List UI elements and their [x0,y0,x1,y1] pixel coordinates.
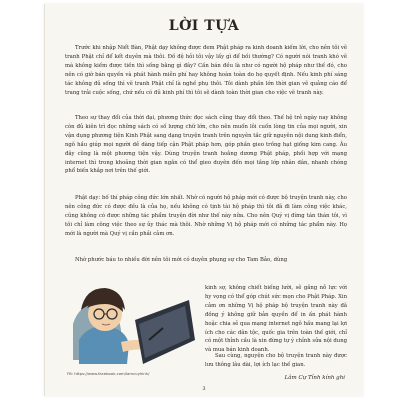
paragraph-6: Sau cùng, nguyện cho bộ truyện tranh này được lưu thông lâu dài, lợi ích lạc thế gian. [205,353,347,368]
book-page [44,4,363,396]
page-number: 3 [202,386,206,392]
paragraph-3: Phật dạy: bố thí pháp công đức lớn nhất. Nhờ có người hộ pháp mới có được bộ truyện tranh này, cho nên công đức có được đều là của họ, nếu không có tịnh tài hộ pháp thì tôi đã đi làm công việc khác, cũng không có được những tác phẩm truyện đời như thế này nữa. Cho nên Quý vị đừng tán thán tôi, vì tôi chỉ làm công việc theo sự ủy thác mà thôi. Nhờ những Vị hộ pháp mới có những tác phẩm này. Họ mới là người mà Quý vị cần phải cảm ơn. [65,195,347,237]
page-title: LỜI TỰA [168,18,240,34]
paragraph-2: Theo sự thay đổi của thời đại, phương thức đọc sách cũng thay đổi theo. Thế hệ trẻ ngày nay không còn đủ kiên trì đọc những sách có số lượng chữ lớn, cho nên muốn lôi cuốn lòng tin của mọi người, xin vận dụng phương tiện Kinh Phật sang dạng truyện tranh trên nguyên tắc giữ nguyên nội dung kinh điển, ngõ hầu giúp mọi người dễ dàng tiếp cận Phật pháp hơn, góp phần gieo trồng hạt giống kim cang. Âu đây cũng là một phương tiện vậy. Dùng truyện tranh hoằng dương Phật pháp, phối hợp với mạng internet thì trong khoảng thời gian ngắn có thể gieo duyên đến mọi tầng lớp nhân dân, nhanh chóng phổ biến khắp nơi trên thế giới. [65,115,347,175]
paragraph-1: Trước khi nhập Niết Bàn, Phật dạy không được đem Phật pháp ra kinh doanh kiếm lời, cho nên tôi vẽ tranh Phật chỉ để kết duyên mà thôi. Đồ đệ hỏi tôi vậy lấy gì để bồi thường? Có người nói tranh khó vẽ mà không kiếm được tiền thì sống bằng gì đây? Cần bán đều là như có người hộ pháp như thế đó, cho nên có giờ bán quyền và phát hành miễn phí hay không hoàn toàn do họ quyết định. Nếu kinh phí sáng tác không đủ sống thì vẽ tranh Phật chỉ là nghề phụ thôi. Tôi dành phần lớn thời gian vẽ quảng cáo để trang trải cuộc sống, chứ nếu có đủ kinh phí thì tôi sẽ dành toàn thời gian cho việc vẽ tranh này. [65,45,347,96]
author-signature: Lâm Cự Tỉnh kính ghi [284,375,345,381]
paragraph-5: kinh sợ, không chiết biếng lười, sẽ gắng nỗ lực với hy vọng có thể góp chút sức mọn cho Phật Pháp. Xin cảm ơn những Vị hộ pháp bộ truyện tranh này đã đồng ý không giữ bản quyền để in ấn phát hành hoặc chia sẻ qua mạng internet ngõ hầu mang lại lợi ích cho các dân tộc, quốc gia trên toàn thế giới, chỉ có một thỉnh cầu là xin đừng tự ý chỉnh sửa nội dung và mua bán kinh doanh. [205,285,347,354]
image-caption: FB: https://www.facebook.com/lamcuyhinh/ [67,371,150,376]
body-shape [79,326,129,364]
paragraph-4: Nhờ phước báu to nhiều đời nên tôi mới có duyên phụng sự cho Tam Bảo, dùng [75,257,288,263]
artist-illustration [65,280,199,368]
